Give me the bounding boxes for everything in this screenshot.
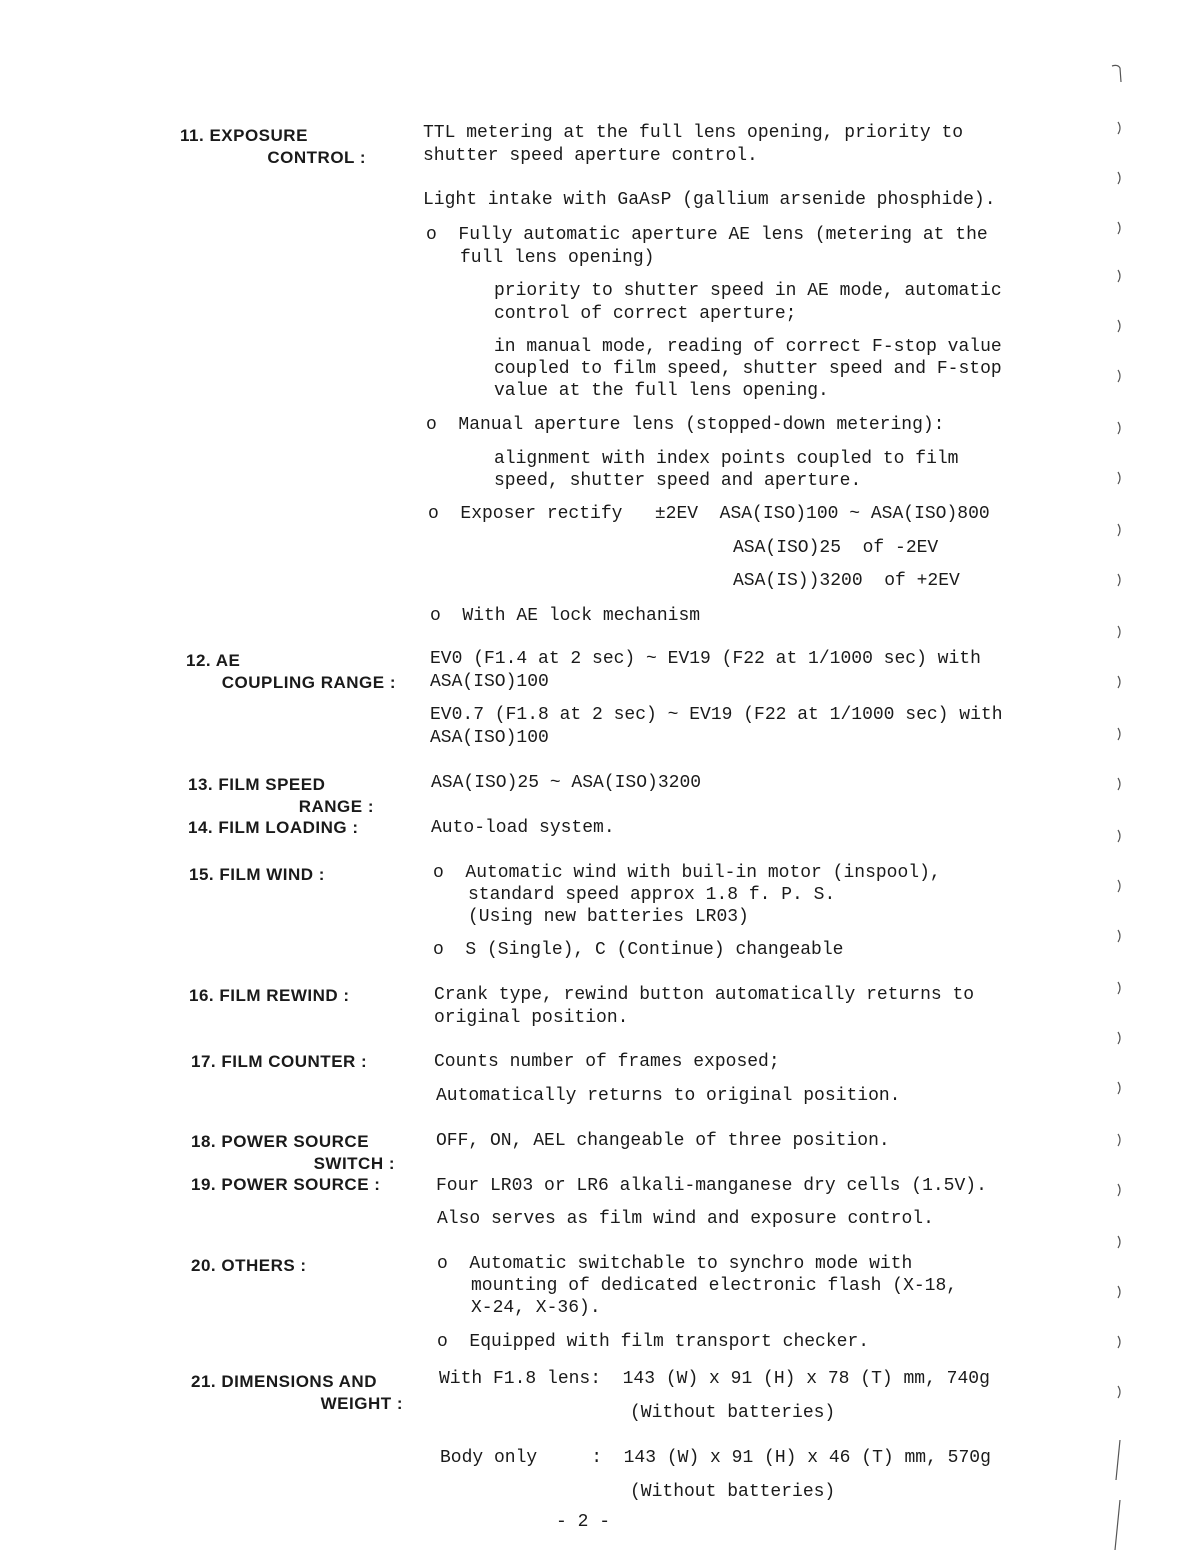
section-label-16 bbox=[189, 985, 350, 1007]
section-number: 11. bbox=[180, 126, 205, 145]
text-line: original position. bbox=[434, 1008, 629, 1028]
section-label-21 bbox=[191, 1371, 403, 1415]
text-line: ASA(ISO)100 bbox=[430, 728, 549, 748]
section-title: FILM LOADING : bbox=[218, 818, 359, 837]
section-title-cont: RANGE : bbox=[298, 797, 374, 816]
text-line: Body only : 143 (W) x 91 (H) x 46 (T) mm, 570g bbox=[440, 1448, 991, 1468]
text-line: Auto-load system. bbox=[431, 818, 615, 838]
section-title: POWER SOURCE : bbox=[221, 1175, 381, 1194]
text-line: shutter speed aperture control. bbox=[423, 146, 758, 166]
text-line: Light intake with GaAsP (gallium arsenide phosphide). bbox=[423, 190, 996, 210]
section-label-19 bbox=[191, 1174, 380, 1196]
section-label-11 bbox=[180, 125, 366, 169]
text-line: standard speed approx 1.8 f. P. S. bbox=[468, 885, 836, 905]
section-title-cont: SWITCH : bbox=[313, 1154, 395, 1173]
section-label-13 bbox=[188, 774, 374, 818]
text-line: (Without batteries) bbox=[630, 1403, 836, 1423]
section-number: 19. bbox=[191, 1175, 217, 1194]
text-line: in manual mode, reading of correct F-stop value bbox=[494, 337, 1002, 357]
section-number: 20. bbox=[191, 1256, 217, 1275]
text-line: priority to shutter speed in AE mode, automatic bbox=[494, 281, 1002, 301]
section-title: FILM SPEED bbox=[218, 775, 326, 794]
text-line: ASA(ISO)25 ~ ASA(ISO)3200 bbox=[431, 773, 702, 793]
section-number: 18. bbox=[191, 1132, 217, 1151]
text-line: Crank type, rewind button automatically returns to bbox=[434, 985, 975, 1005]
text-line: coupled to film speed, shutter speed and F-stop bbox=[494, 359, 1002, 379]
section-label-20 bbox=[191, 1255, 307, 1277]
text-line: alignment with index points coupled to film bbox=[494, 449, 959, 469]
section-number: 12. bbox=[186, 651, 212, 670]
section-number: 14. bbox=[188, 818, 214, 837]
section-number: 17. bbox=[191, 1052, 217, 1071]
section-label-18 bbox=[191, 1131, 395, 1175]
section-title: FILM COUNTER : bbox=[221, 1052, 368, 1071]
text-line: control of correct aperture; bbox=[494, 304, 797, 324]
text-line: (Using new batteries LR03) bbox=[468, 907, 749, 927]
text-line: ASA(IS))3200 of +2EV bbox=[733, 571, 960, 591]
text-line: EV0.7 (F1.8 at 2 sec) ~ EV19 (F22 at 1/1000 sec) with bbox=[430, 705, 1003, 725]
text-line: o Manual aperture lens (stopped-down metering): bbox=[426, 415, 945, 435]
section-number: 16. bbox=[189, 986, 215, 1005]
text-line: mounting of dedicated electronic flash (X-18, bbox=[471, 1276, 958, 1296]
text-line: With F1.8 lens: 143 (W) x 91 (H) x 78 (T) mm, 740g bbox=[439, 1369, 990, 1389]
text-line: speed, shutter speed and aperture. bbox=[494, 471, 862, 491]
text-line: EV0 (F1.4 at 2 sec) ~ EV19 (F22 at 1/1000 sec) with bbox=[430, 649, 981, 669]
text-line: o Fully automatic aperture AE lens (metering at the bbox=[426, 225, 988, 245]
binding-marks bbox=[1110, 60, 1140, 1560]
text-line: full lens opening) bbox=[460, 248, 655, 268]
text-line: Four LR03 or LR6 alkali-manganese dry cells (1.5V). bbox=[436, 1176, 987, 1196]
section-title-cont: CONTROL : bbox=[267, 148, 366, 167]
text-line: (Without batteries) bbox=[630, 1482, 836, 1502]
section-title: POWER SOURCE bbox=[221, 1132, 370, 1151]
section-title: FILM WIND : bbox=[219, 865, 325, 884]
text-line: o Automatic switchable to synchro mode with bbox=[437, 1254, 913, 1274]
text-line: Also serves as film wind and exposure control. bbox=[437, 1209, 934, 1229]
section-title: OTHERS : bbox=[221, 1256, 307, 1275]
section-title: FILM REWIND : bbox=[219, 986, 350, 1005]
section-number: 13. bbox=[188, 775, 214, 794]
text-line: o Equipped with film transport checker. bbox=[437, 1332, 870, 1352]
text-line: Automatically returns to original position. bbox=[436, 1086, 901, 1106]
text-line: OFF, ON, AEL changeable of three position. bbox=[436, 1131, 890, 1151]
text-line: ASA(ISO)25 of -2EV bbox=[733, 538, 939, 558]
page-number: - 2 - bbox=[556, 1512, 611, 1532]
text-line: o Automatic wind with buil-in motor (inspool), bbox=[433, 863, 941, 883]
section-label-17 bbox=[191, 1051, 367, 1073]
section-title: AE bbox=[215, 651, 241, 670]
text-line: Counts number of frames exposed; bbox=[434, 1052, 780, 1072]
section-title: EXPOSURE bbox=[209, 126, 308, 145]
section-number: 15. bbox=[189, 865, 215, 884]
text-line: TTL metering at the full lens opening, priority to bbox=[423, 123, 964, 143]
text-line: o Exposer rectify ±2EV ASA(ISO)100 ~ ASA(ISO)800 bbox=[428, 504, 990, 524]
text-line: ASA(ISO)100 bbox=[430, 672, 549, 692]
section-title: DIMENSIONS AND bbox=[221, 1372, 377, 1391]
section-label-14 bbox=[188, 817, 359, 839]
section-title-cont: COUPLING RANGE : bbox=[221, 673, 396, 692]
text-line: value at the full lens opening. bbox=[494, 381, 829, 401]
section-label-15 bbox=[189, 864, 325, 886]
text-line: X-24, X-36). bbox=[471, 1298, 601, 1318]
binding-marks-graphic bbox=[1110, 60, 1140, 1560]
section-title-cont: WEIGHT : bbox=[320, 1394, 403, 1413]
text-line: o With AE lock mechanism bbox=[430, 606, 701, 626]
section-number: 21. bbox=[191, 1372, 217, 1391]
section-label-12 bbox=[186, 650, 396, 694]
text-line: o S (Single), C (Continue) changeable bbox=[433, 940, 844, 960]
